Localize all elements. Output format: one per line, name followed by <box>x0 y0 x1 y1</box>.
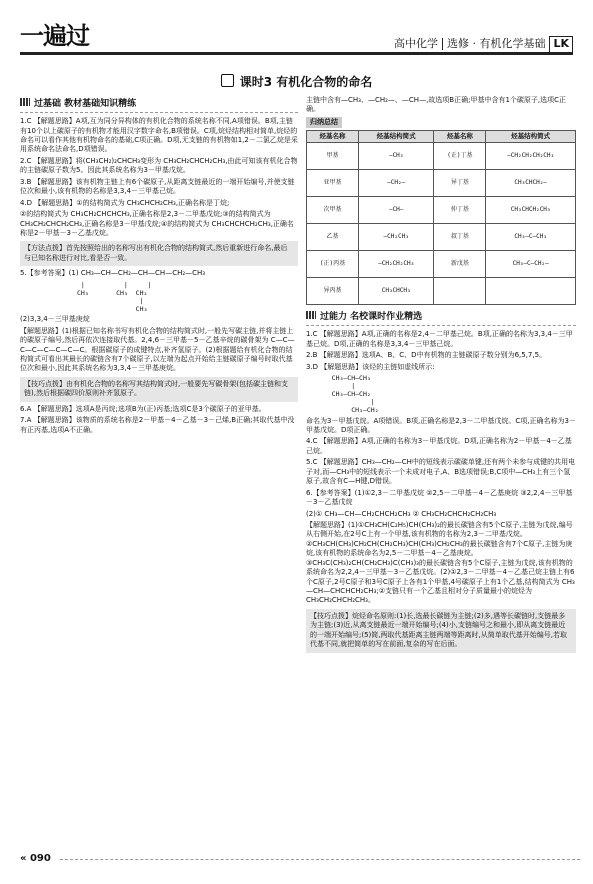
formula-cell <box>486 278 576 305</box>
footer-rule <box>60 859 580 860</box>
formula-cell: —CH— <box>359 197 434 224</box>
answer-7-cont: 主链中含有—CH₃、—CH₂—、—CH—,故选项B正确;甲基中含有1个碳原子,选项C正确。 <box>306 96 567 114</box>
structure-diagram-r3: CH₃—CH—CH₃ | CH₃—CH—CH₂ | CH₃—CH₂ <box>331 373 379 415</box>
lesson-title <box>0 74 593 90</box>
answer-r5: 5.C 【解题思路】CH₃—CH₂—CH中的短线表示碳碳单键,还有两个未参与成键的共用电子对,而—CH₃中的短线表示一个未成对电子,A、B选项错误;B,C项中—CH₃上有三个氢原子,故含有C—H键,D错误。 <box>306 458 576 486</box>
header-divider <box>442 38 443 50</box>
answer-r3-cont: 命名为3－甲基戊烷。A项错误。B项,正确名称是2,3－二甲基戊烷。C项,正确名称为3－甲基戊烷。D项正确。 <box>306 416 576 435</box>
answer-r6-explain: 【解题思路】(1)①CH₃CH(C₂H₅)CH(CH₃)₂的最长碳链含有5个C原子,主链为戊烷,编号从右侧开始,在2号C上有一个甲基,该有机物的名称为2,3－二甲基戊烷。②CH₃CH(CH₃)CH₂CH(CH₂CH₃)CH(CH₃)CH₂CH₃的最长碳链含有7个C原子,主链为庚烷,该有机物的系统命名为2,5－二甲基－4－乙基庚烷。③CH₃C(CH₃)₂CH(CH₂CH₃)C(CH₃)₃的最长碳链含有5个C原子,主链为戊烷,该有机物的系统命名为2,2,4－三甲基－3－乙基戊烷。(2)①2,3－二甲基－4－乙基己烷主链上有6个C原子,2号C原子和3号C原子上各有1个甲基,4号碳原子上有1个乙基,结构简式为 CH₃—CH—CHCHCH₂CH₃;②支链只有一个乙基且相对分子质量最小的烷烃为 CH₃CH₂CHCH₂CH₃。 <box>306 520 575 605</box>
table-body <box>307 143 576 305</box>
section-label: 过基础 <box>34 99 62 109</box>
name-cell <box>434 278 486 305</box>
answer-5: 5.【参考答案】(1) CH₃—CH—CH₂—CH—CH—CH₂—CH₃ <box>20 269 206 278</box>
table-row <box>307 197 576 224</box>
name-cell: 甲基 <box>307 143 359 170</box>
structure-diagram-5: | | | CH₃ CH₃ CH₂ | CH₃ <box>76 280 152 314</box>
table-row <box>307 170 576 197</box>
answer-3: 3.B 【解题思路】该有机物主链上有6个碳原子,从距离支链最近的一端开始编号,并使支链位次和最小,该有机物的名称是3,3,4－三甲基己烷。 <box>20 177 295 196</box>
formula-cell: —CH₂CH₂CH₃ <box>359 251 434 278</box>
formula-cell: CH₃—C—CH₃ <box>486 224 576 251</box>
answer-r4: 4.C 【解题思路】A项,正确的名称为3－甲基戊烷。D项,正确名称为2－甲基－4－乙基己烷。 <box>306 437 572 455</box>
name-cell: 新戊基 <box>434 251 486 278</box>
header-rule <box>20 52 573 55</box>
table-header-cell: 烃基结构简式 <box>486 131 576 143</box>
name-cell: 乙基 <box>307 224 359 251</box>
page-number-value: 090 <box>29 853 51 864</box>
table-header-row <box>307 131 576 143</box>
table-row <box>307 278 576 305</box>
answer-4-cont: ②的结构简式为 CH₃CH₂CHCHCH₃,正确名称是2,3－二甲基戊烷;③的结构简式为 CH₃CH₂CHCH₂CH₃,正确名称是3－甲基戊烷;④的结构简式为 CH₃CHCHCH₂CH₃,正确名称是2－甲基－3－乙基戊烷。 <box>20 210 294 237</box>
edition-badge: LK <box>549 36 573 53</box>
page-footer <box>20 852 573 866</box>
formula-cell: CH₃CHCH₂— <box>486 170 576 197</box>
answer-r6-part2: (2)① CH₃—CH—CH₂CHCH₂CH₃ ② CH₃CH₂CHCH₂CH₂CH₃ <box>306 509 497 518</box>
answer-4: 4.D 【解题思路】①的结构简式为 CH₃CHCH₂CH₃,正确名称是丁烷; <box>20 198 230 207</box>
formula-cell: —CH₂CH₂CH₂CH₃ <box>486 143 576 170</box>
section-header-ability <box>306 309 576 326</box>
subject-label: 高中化学 <box>393 37 438 50</box>
name-cell: 异丙基 <box>307 278 359 305</box>
page-number: « 090 <box>20 853 51 864</box>
formula-cell: —CH₃ <box>359 143 434 170</box>
table-row <box>307 224 576 251</box>
skill-tip: 【技巧点拨】由有机化合物的名称写其结构简式时,一般要先写碳骨架(包括碳主链和支链),然后根据碳四价原则补齐氢原子。 <box>20 377 298 402</box>
answer-r3: 3.D 【解题思路】该烃的主链如虚线所示: <box>306 362 435 371</box>
answer-6: 6.A 【解题思路】选项A是丙烷;选项B为(正)丙基;选项C是3个碳原子的亚甲基。 <box>20 404 266 413</box>
formula-cell: —CH₂— <box>359 170 434 197</box>
answer-7: 7.A 【解题思路】该物质的系统名称是2－甲基－4－乙基－3－己烯,B正确;其取代基中没有正丙基,选项A不正确。 <box>20 416 295 434</box>
formula-cell: CH₃—C—CH₂— <box>486 251 576 278</box>
section-marker-icon <box>306 311 316 319</box>
book-label: 选修 · 有机化学基础 <box>446 37 546 50</box>
name-cell: 叔丁基 <box>434 224 486 251</box>
name-cell: 异丁基 <box>434 170 486 197</box>
table-header-cell: 烃基结构简式 <box>359 131 434 143</box>
name-cell: (正)丁基 <box>434 143 486 170</box>
method-tip: 【方法点拨】首先按照给出的名称写出有机化合物的结构简式,然后重新进行命名,最后与已知名称进行对比,看是否一致。 <box>20 241 298 266</box>
name-cell: 亚甲基 <box>307 170 359 197</box>
section-header-basics <box>20 96 298 113</box>
formula-cell: CH₃CHCH₃ <box>359 278 434 305</box>
section-subtitle: 名校课时作业精选 <box>350 312 423 323</box>
answer-5-part2: (2)3,3,4－三甲基庚烷 <box>20 315 90 324</box>
name-cell: (正)丙基 <box>307 251 359 278</box>
answer-r2: 2.B 【解题思路】选项A、B、C、D中有机物的主链碳原子数分别为6,5,7,5。 <box>306 351 547 360</box>
skill-tip-right: 【技巧点拨】烷烃命名原则:(1)长,选最长碳链为主链;(2)多,遇等长碳链时,支链最多为主链;(3)近,从离支链最近一端开始编号;(4)小,支链编号之和最小,即从离支链最近的一端开始编号;(5)简,两取代基距离主链两端等距离时,从简单取代基开始编号,若取代基不同,就把简单的写在前面,复杂的写在后面。 <box>306 609 576 653</box>
right-column <box>306 96 576 656</box>
name-cell: 仲丁基 <box>434 197 486 224</box>
brand-logo: 一遍过 <box>20 21 89 50</box>
answer-r6: 6.【参考答案】(1)①2,3－二甲基戊烷 ②2,5－二甲基－4－乙基庚烷 ③2,2,4－三甲基－3－乙基戊烷 <box>306 488 573 507</box>
table-header-cell: 烃基名称 <box>434 131 486 143</box>
formula-cell: —CH₂CH₃ <box>359 224 434 251</box>
answer-r1: 1.C 【解题思路】A项,正确的名称是2,4－二甲基己烷。B项,正确的名称为3,3,4－三甲基己烷。D项,正确的名称是3,3,4－三甲基己烷。 <box>306 330 573 348</box>
table-header-cell: 烃基名称 <box>307 131 359 143</box>
table-row <box>307 251 576 278</box>
table-row <box>307 143 576 170</box>
left-column <box>20 96 298 437</box>
name-cell: 次甲基 <box>307 197 359 224</box>
header-meta <box>394 36 573 53</box>
book-icon <box>221 74 234 87</box>
section-subtitle: 教材基础知识精练 <box>64 99 137 109</box>
formula-cell: CH₃CHCH₂CH₃ <box>486 197 576 224</box>
answer-5-explain: 【解题思路】(1)根据已知名称书写有机化合物的结构简式时,一般先写碳主链,并将主链上的碳原子编号,然后再依次连接取代基。2,4,6－三甲基－5－乙基辛烷的碳骨架为 C—C—C—C—C—C—C—C。根据碳原子的成键特点,补齐氢原子。(2)根据题给有机化合物的结构简式可看出其最长的碳链含有7个碳原子,以左端为起点开始给主链碳原子编号时取代基位次和最小,因此其系统名称为3,3,4－三甲基庚烷。 <box>20 326 295 373</box>
section-marker-icon <box>20 98 30 106</box>
page-header <box>0 0 593 62</box>
section-label: 过能力 <box>320 312 348 323</box>
answer-2: 2.C 【解题思路】将(CH₃CH₂)₂CHCH₃变形为 CH₃CH₂CHCH₂CH₃,由此可知该有机化合物的主链碳原子数为5。因此其系统名称为3－甲基戊烷。 <box>20 156 298 175</box>
summary-label: 归纳总结 <box>306 117 342 128</box>
alkyl-table <box>306 130 576 305</box>
answer-1: 1.C 【解题思路】A项,互为同分异构体的有机化合物的系统名称不同,A项错误。B项,主链有10个以上碳原子的有机物才能用汉字数字命名,B项错误。C项,烷烃结构相对简单,烷烃的命名可以看作其他有机物命名的基础,C项正确。D项,无支链的有机物如1,2－二氯乙烷是采用系统命名法命名,D项错误。 <box>20 117 298 154</box>
lesson-title-text: 课时3 有机化合物的命名 <box>239 75 373 89</box>
